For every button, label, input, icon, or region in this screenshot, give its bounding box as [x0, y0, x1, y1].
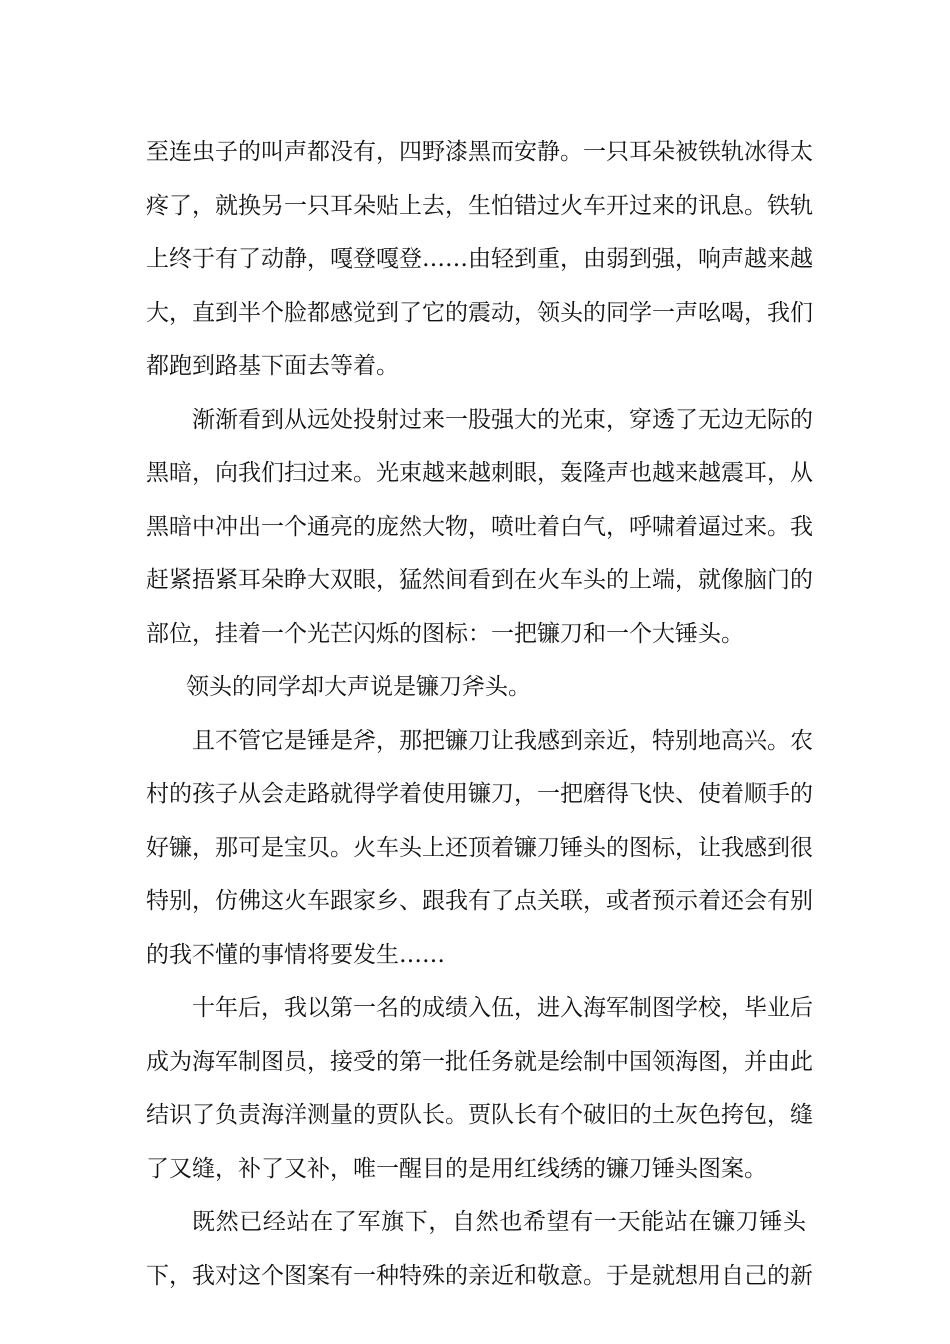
text-line: 结识了负责海洋测量的贾队长。贾队长有个破旧的土灰色挎包，缝: [146, 1102, 813, 1128]
text-line: 下，我对这个图案有一种特殊的亲近和敬意。于是就想用自己的新: [146, 1262, 813, 1289]
text-line: 既然已经站在了军旗下，自然也希望有一天能站在镰刀锤头: [192, 1209, 806, 1235]
text-line: 了又缝，补了又补，唯一醒目的是用红线绣的镰刀锤头图案。: [146, 1155, 767, 1182]
text-line: 黑暗，向我们扫过来。光束越来越刺眼，轰隆声也越来越震耳，从: [146, 460, 813, 486]
text-line: 都跑到路基下面去等着。: [146, 353, 399, 379]
text-line: 赶紧捂紧耳朵睁大双眼，猛然间看到在火车头的上端，就像脑门的: [146, 567, 813, 593]
text-line: 黑暗中冲出一个通亮的庞然大物，喷吐着白气，呼啸着逼过来。我: [146, 513, 813, 540]
text-line: 的我不懂的事情将要发生……: [146, 941, 445, 968]
body-text: [146, 126, 813, 1303]
text-line: 至连虫子的叫声都没有，四野漆黑而安静。一只耳朵被铁轨冰得太: [146, 139, 813, 165]
text-line: 特别，仿佛这火车跟家乡、跟我有了点关联，或者预示着还会有别: [146, 888, 813, 914]
text-line: 领头的同学却大声说是镰刀斧头。: [186, 674, 531, 700]
text-line: 十年后，我以第一名的成绩入伍，进入海军制图学校，毕业后: [192, 995, 813, 1021]
text-line: 且不管它是锤是斧，那把镰刀让我感到亲近，特别地高兴。农: [192, 727, 813, 754]
text-line: 大，直到半个脸都感觉到了它的震动，领头的同学一声吆喝，我们: [146, 299, 813, 326]
text-line: 部位，挂着一个光芒闪烁的图标：一把镰刀和一个大锤头。: [146, 620, 744, 647]
text-line: 成为海军制图员，接受的第一批任务就是绘制中国领海图，并由此: [146, 1048, 813, 1075]
text-line: 渐渐看到从远处投射过来一股强大的光束，穿透了无边无际的: [192, 406, 813, 433]
text-line: 疼了，就换另一只耳朵贴上去，生怕错过火车开过来的讯息。铁轨: [146, 192, 813, 219]
text-line: 村的孩子从会走路就得学着使用镰刀，一把磨得飞快、使着顺手的: [146, 781, 813, 807]
text-line: 上终于有了动静，嘎登嘎登……由轻到重，由弱到强，响声越来越: [146, 246, 813, 272]
text-line: 好镰，那可是宝贝。火车头上还顶着镰刀锤头的图标，让我感到很: [146, 834, 813, 861]
